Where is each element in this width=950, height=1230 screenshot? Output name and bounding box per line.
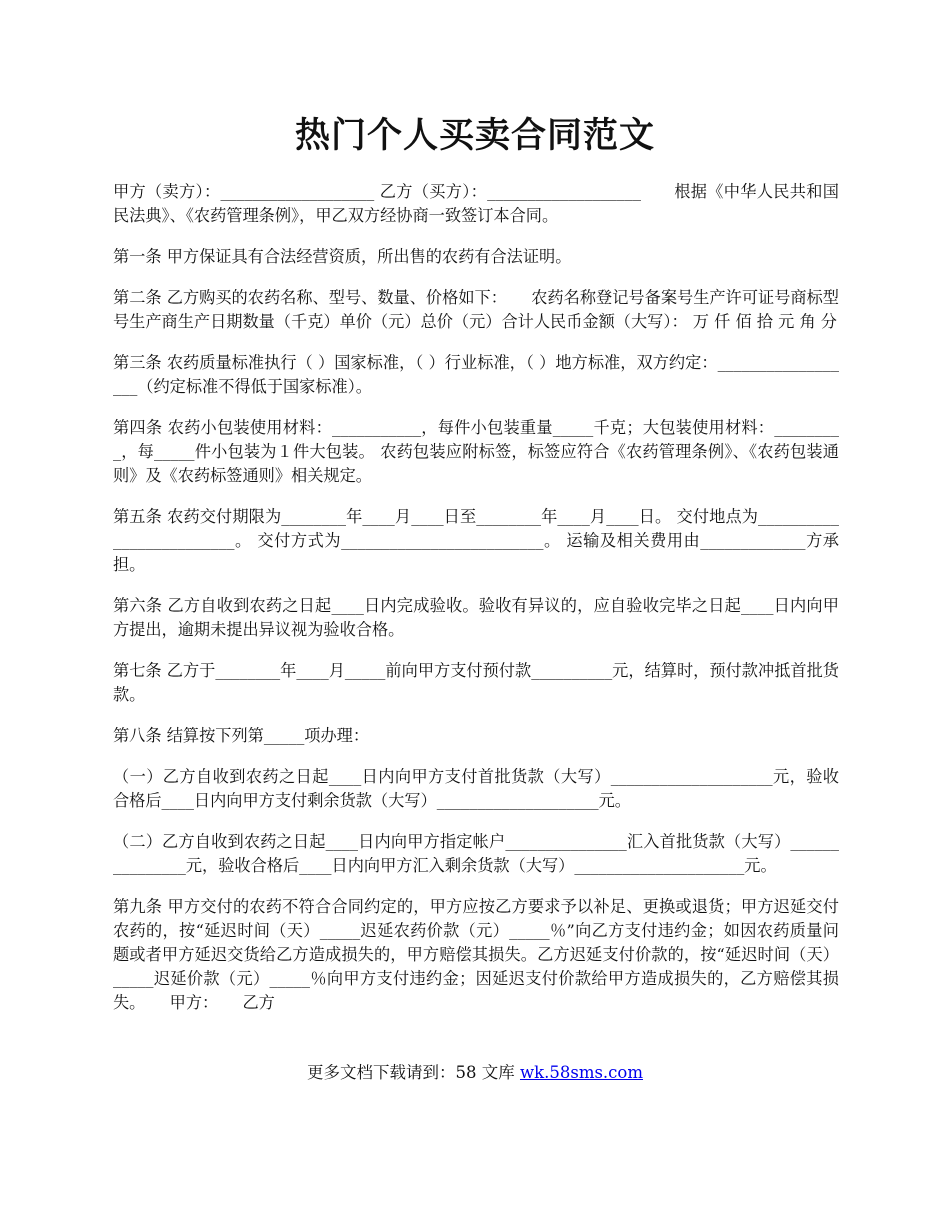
article-8: 第八条 结算按下列第_____项办理： xyxy=(113,726,370,745)
footer xyxy=(0,1061,950,1085)
article-9: 第九条 甲方交付的农药不符合合同约定的，甲方应按乙方要求予以补足、更换或退货；甲方迟延交付农药的，按“延迟时间（天）_____迟延农药价款（元）_____％”向乙方支付违约金；如因农药质量问题或者甲方延迟交货给乙方造成损失的，甲方赔偿其损失。乙方迟延支付价款的，按“延迟时间（天）_____迟延价款（元）_____％向甲方支付违约金；因延迟支付价款给甲方造成损失的，乙方赔偿其损失。 甲方： 乙方 xyxy=(113,897,839,1012)
footer-link[interactable]: wk.58sms.com xyxy=(519,1063,643,1082)
contract-body xyxy=(113,180,839,1032)
article-4: 第四条 农药小包装使用材料：___________，每件小包装重量_____千克；大包装使用材料：_________，每_____件小包装为１件大包装。 农药包装应附标签，标签应符合《农药管理条例》、《农药包装通则》及《农药标签通则》相关规定。 xyxy=(113,418,839,485)
article-3: 第三条 农药质量标准执行（ ）国家标准，（ ）行业标准，（ ）地方标准，双方约定：__________________（约定标准不得低于国家标准）。 xyxy=(113,353,839,396)
document-title: 热门个人买卖合同范文 xyxy=(294,115,655,156)
party-info-paragraph: 甲方（卖方）：___________________ 乙方（买方）：___________________ 根据《中华人民共和国民法典》、《农药管理条例》，甲乙双方经协商一致签订本合同。 xyxy=(113,182,839,225)
article-7: 第七条 乙方于________年____月_____前向甲方支付预付款__________元，结算时，预付款冲抵首批货款。 xyxy=(113,661,839,704)
article-5: 第五条 农药交付期限为________年____月____日至________年____月____日。 交付地点为_________________________。 交付方式为_________________________。 运输及相关费用由_____________方承担。 xyxy=(113,507,839,574)
article-6: 第六条 乙方自收到农药之日起____日内完成验收。验收有异议的，应自验收完毕之日起____日内向甲方提出，逾期未提出异议视为验收合格。 xyxy=(113,596,839,639)
footer-text: 更多文档下载请到：58 文库 xyxy=(306,1063,520,1082)
article-8-option-2: （二）乙方自收到农药之日起____日内向甲方指定帐户_______________汇入首批货款（大写）_______________元，验收合格后____日内向甲方汇入剩余货款（大写）_____________________元。 xyxy=(113,832,839,875)
article-2: 第二条 乙方购买的农药名称、型号、数量、价格如下： 农药名称登记号备案号生产许可证号商标型号生产商生产日期数量（千克）单价（元）总价（元）合计人民币金额（大写）： 万 仟 佰 拾 元 角 分 xyxy=(113,288,839,331)
article-1: 第一条 甲方保证具有合法经营资质，所出售的农药有合法证明。 xyxy=(113,247,572,266)
article-8-option-1: （一）乙方自收到农药之日起____日内向甲方支付首批货款（大写）____________________元，验收合格后____日内向甲方支付剩余货款（大写）____________________元。 xyxy=(113,767,839,810)
